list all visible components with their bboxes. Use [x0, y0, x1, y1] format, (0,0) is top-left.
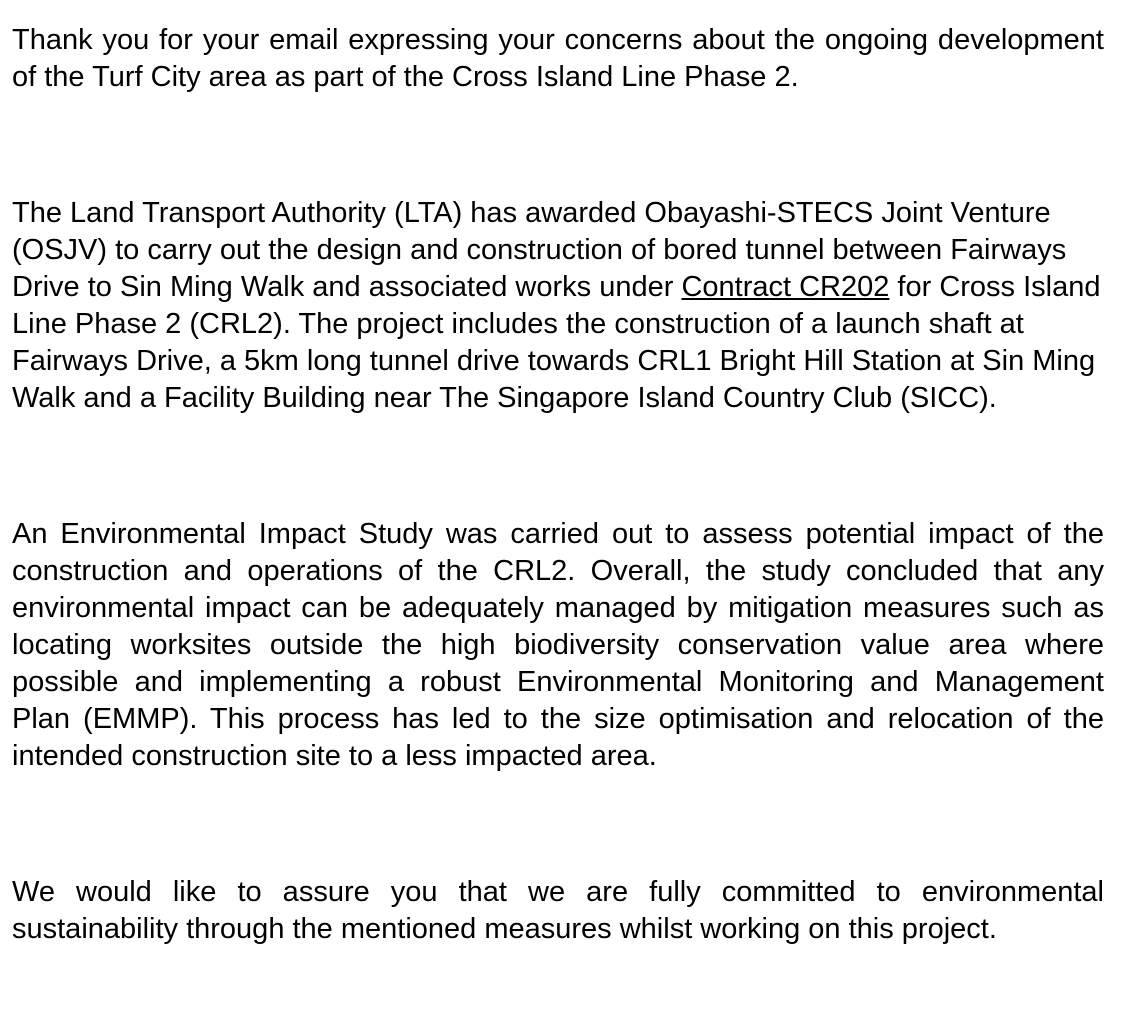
paragraph-spacer: [12, 417, 1104, 516]
paragraph-commitment: We would like to assure you that we are fully committed to environmental sustainability through the mentioned measures whilst working on this project.: [12, 876, 1104, 945]
paragraph-thanks: Thank you for your email expressing your concerns about the ongoing development of the Turf City area as part of the Cross Island Line Phase 2.: [12, 24, 1104, 93]
paragraph-contract-text-start: The Land Transport Authority (LTA) has awarded Obayashi-STECS Joint Venture (OSJV) to carry out the design and construction of bored tunnel between Fairways Drive to Sin Ming Walk and associated works under: [12, 197, 1067, 303]
paragraph-spacer: [12, 96, 1104, 195]
paragraph-spacer: [12, 775, 1104, 874]
email-body: [12, 22, 1104, 948]
paragraph-contract-text-end: for Cross Island Line Phase 2 (CRL2). The project includes the construction of a launch shaft at Fairways Drive, a 5km long tunnel drive towards CRL1 Bright Hill Station at Sin Ming Walk and a Facility Building near The Singapore Island Country Club (SICC).: [12, 271, 1101, 414]
contract-cr202-link[interactable]: Contract CR202: [681, 271, 890, 303]
paragraph-environmental-study: An Environmental Impact Study was carried out to assess potential impact of the construction and operations of the CRL2. Overall, the study concluded that any environmental impact can be adequately managed by mitigation measures such as locating worksites outside the high biodiversity conservation value area where possible and implementing a robust Environmental Monitoring and Management Plan (EMMP). This process has led to the size optimisation and relocation of the intended construction site to a less impacted area.: [12, 518, 1104, 772]
paragraph-contract: [12, 195, 1104, 417]
